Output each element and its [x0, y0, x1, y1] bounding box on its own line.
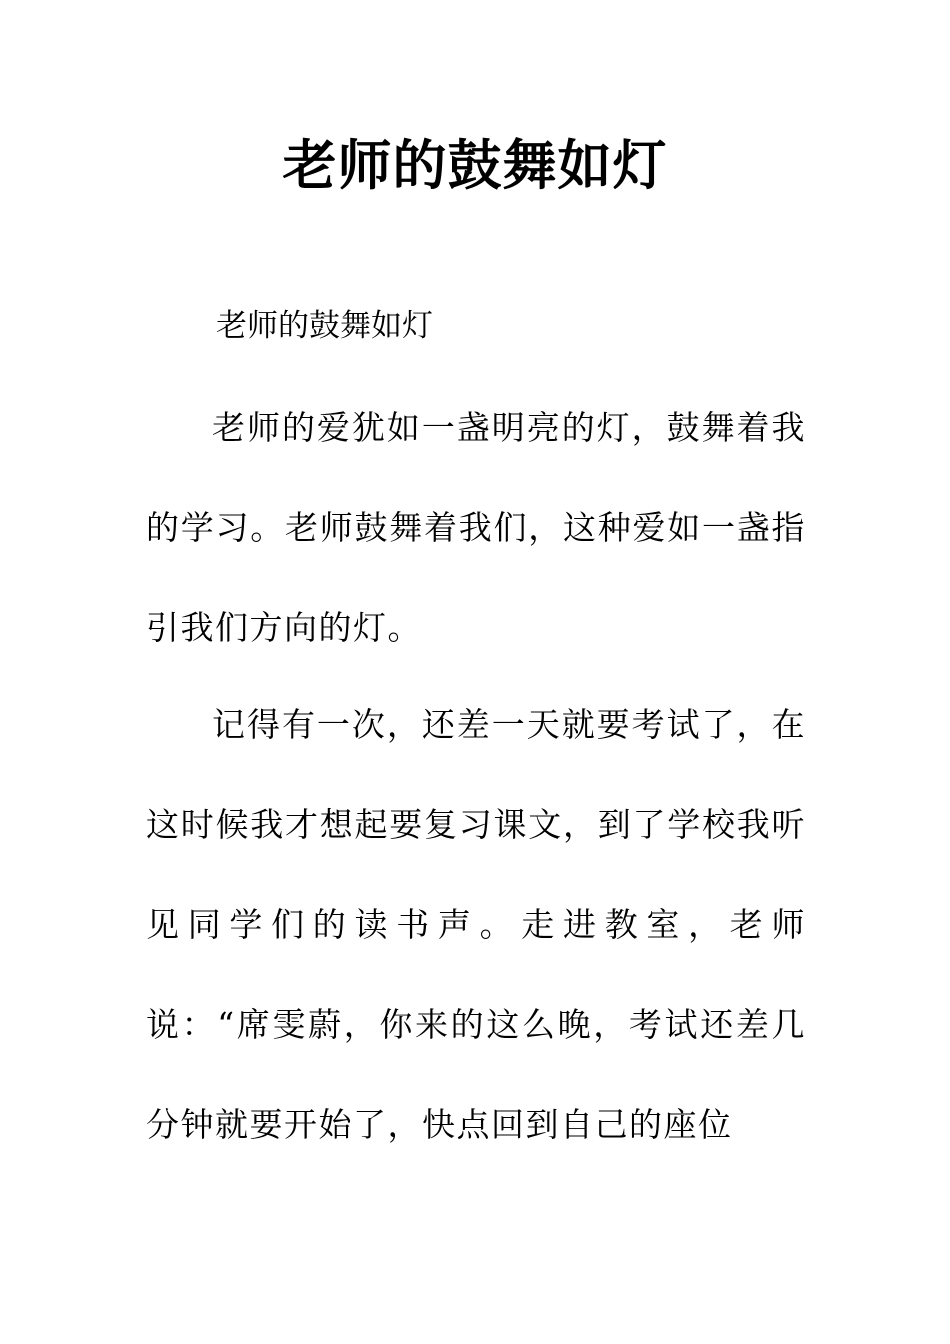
document-subtitle: 老师的鼓舞如灯	[216, 308, 433, 344]
paragraph-1: 老师的爱犹如一盏明亮的灯，鼓舞着我的学习。老师鼓舞着我们，这种爱如一盏指引我们方向的灯。	[146, 408, 806, 647]
paragraph-2: 记得有一次，还差一天就要考试了，在这时候我才想起要复习课文，到了学校我听见同学们的读书声。走进教室，老师说：“席雯蔚，你来的这么晚，考试还差几分钟就要开始了，快点回到自己的座位	[146, 705, 806, 1144]
document-title: 老师的鼓舞如灯	[282, 134, 668, 197]
